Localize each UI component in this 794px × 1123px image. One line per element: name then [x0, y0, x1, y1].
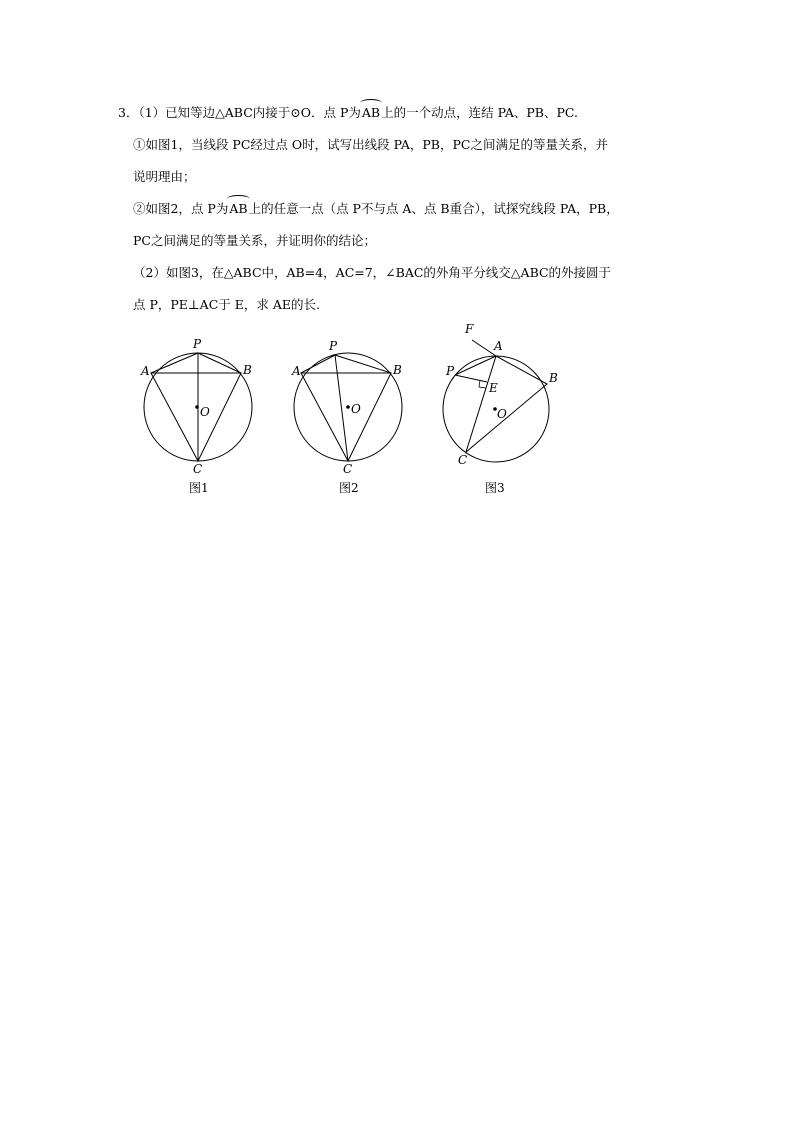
problem-line-3: 说明理由； [133, 169, 196, 184]
arc-ab-2: AB [229, 201, 248, 216]
problem-line-1 [118, 104, 578, 122]
label-o: O [351, 402, 361, 416]
problem-line-6: （2）如图3，在△ABC中，AB=4，AC=7，∠BAC的外角平分线交△ABC的外接圆于 [133, 265, 612, 280]
label-f: F [465, 322, 474, 336]
figure-1-caption: 图1 [189, 481, 209, 495]
label-a: A [292, 364, 301, 378]
figure-2 [285, 330, 415, 500]
segment-pa [151, 353, 198, 373]
label-b: B [243, 363, 252, 377]
figure-3 [440, 318, 565, 500]
label-p: P [329, 339, 338, 353]
label-o: O [200, 405, 210, 419]
label-e: E [489, 381, 498, 395]
center-point [195, 405, 199, 409]
label-o: O [497, 407, 507, 421]
figure-2-caption: 图2 [339, 481, 359, 495]
label-c: C [343, 462, 353, 476]
center-point [346, 405, 350, 409]
segment-pa [455, 356, 496, 375]
line-4-part-b: 上的任意一点（点 P不与点 A、点 B重合），试探究线段 PA，PB， [248, 201, 619, 216]
line-1-part-b: 上的一个动点，连结 PA、PB、PC. [381, 105, 578, 120]
segment-pa [301, 355, 335, 373]
segment-pe [455, 375, 487, 382]
line-4-part-a: ②如图2，点 P为 [133, 201, 229, 216]
label-a: A [494, 339, 503, 353]
figure-3-caption: 图3 [485, 481, 505, 495]
problem-line-4 [133, 200, 619, 218]
problem-line-7: 点 P，PE⊥AC于 E，求 AE的长. [133, 297, 320, 312]
label-c: C [458, 453, 468, 467]
problem-line-2: ①如图1，当线段 PC经过点 O时，试写出线段 PA，PB，PC之间满足的等量关系，并 [133, 137, 608, 152]
problem-line-5: PC之间满足的等量关系，并证明你的结论； [133, 233, 376, 248]
line-1-part-a: 3．（1）已知等边△ABC内接于⊙O．点 P为 [118, 105, 361, 120]
label-b: B [549, 371, 558, 385]
label-a: A [141, 364, 150, 378]
segment-pb [198, 353, 241, 373]
label-p: P [193, 337, 202, 351]
segment-pc [335, 355, 348, 461]
label-p: P [446, 364, 455, 378]
label-b: B [393, 363, 402, 377]
label-c: C [193, 462, 203, 476]
triangle-abc [466, 356, 547, 452]
segment-af [472, 340, 496, 356]
figure-1 [135, 330, 265, 500]
triangle-abc [151, 373, 241, 461]
segment-pb [335, 355, 391, 373]
arc-ab: AB [361, 105, 381, 120]
